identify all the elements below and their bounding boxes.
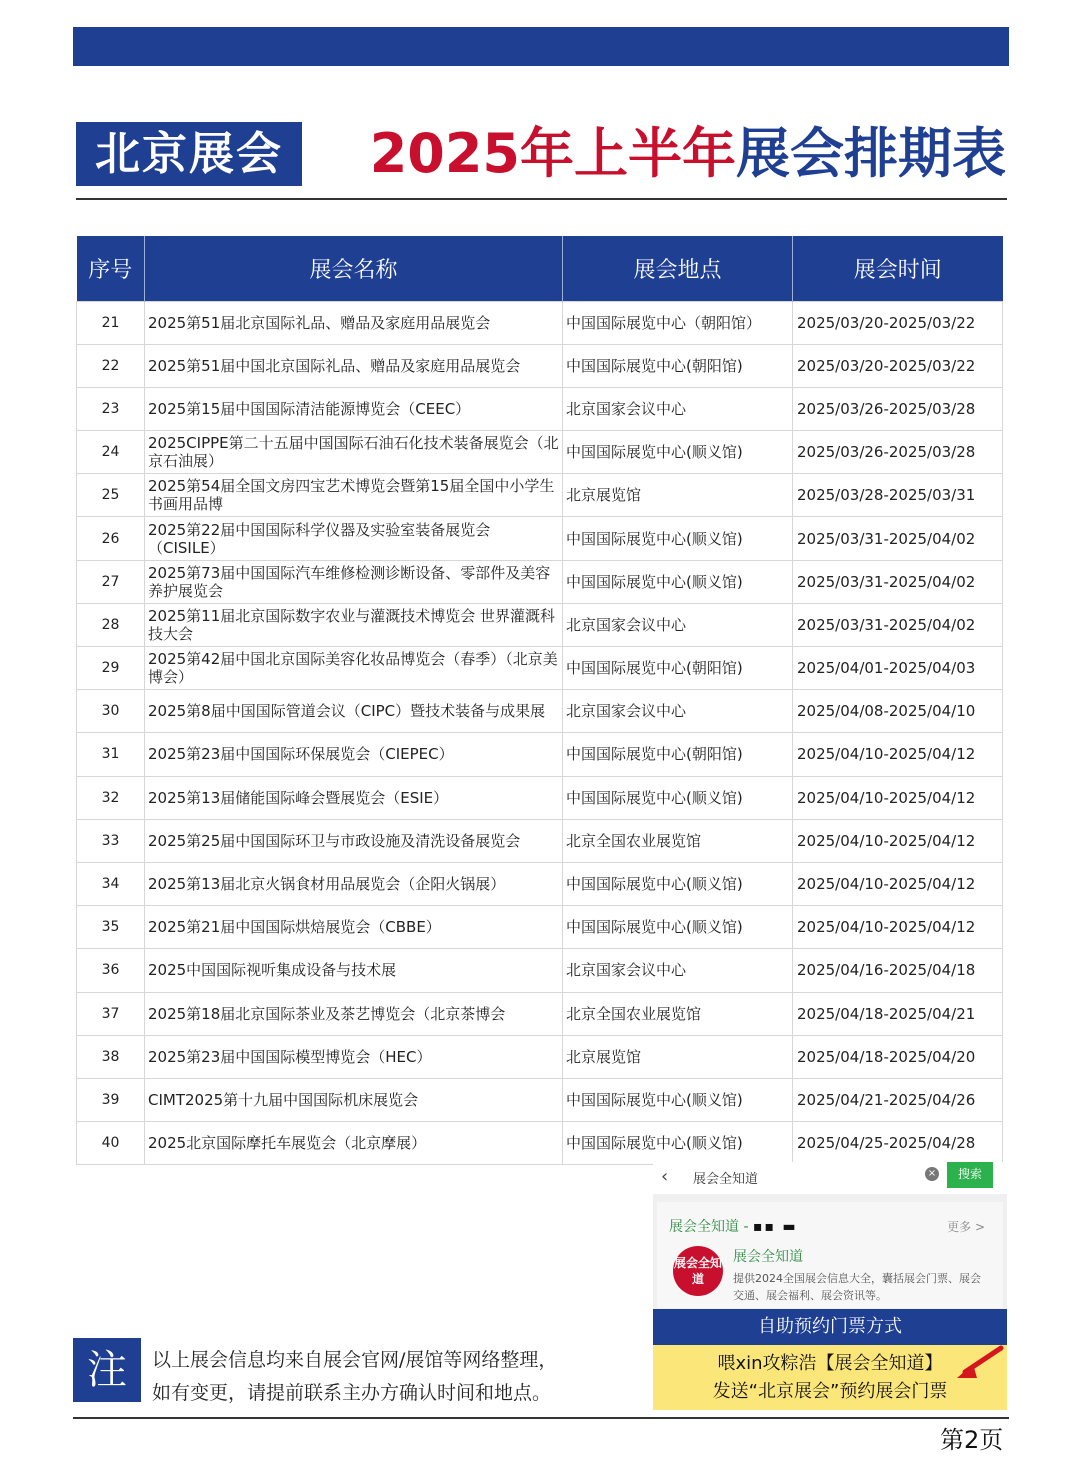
cell-time: 2025/04/18-2025/04/20 <box>793 1035 1003 1078</box>
table-header-row <box>77 236 1003 301</box>
cell-time: 2025/04/10-2025/04/12 <box>793 862 1003 905</box>
card-title: 展会全知道 - ▪▪ ▬ <box>669 1219 798 1235</box>
cell-time: 2025/03/31-2025/04/02 <box>793 517 1003 560</box>
cell-time: 2025/04/10-2025/04/12 <box>793 776 1003 819</box>
cell-name: 2025第18届北京国际茶业及茶艺博览会（北京茶博会 <box>145 992 563 1035</box>
cell-venue: 北京国家会议中心 <box>563 949 793 992</box>
bottom-divider <box>73 1417 1009 1419</box>
cell-number: 40 <box>77 1122 145 1165</box>
back-arrow-icon[interactable]: ‹ <box>661 1166 669 1187</box>
note-line-1: 以上展会信息均来自展会官网/展馆等网络整理， <box>152 1349 558 1371</box>
cell-time: 2025/03/31-2025/04/02 <box>793 560 1003 603</box>
cell-name: 2025第42届中国北京国际美容化妆品博览会（春季）（北京美博会） <box>145 647 563 690</box>
cell-number: 35 <box>77 906 145 949</box>
cell-venue: 北京全国农业展览馆 <box>563 819 793 862</box>
title-row <box>76 118 1006 190</box>
cell-number: 22 <box>77 344 145 387</box>
title-year: 2025年上半年 <box>369 122 736 185</box>
cell-number: 37 <box>77 992 145 1035</box>
table-row <box>77 1078 1003 1121</box>
cell-time: 2025/04/10-2025/04/12 <box>793 819 1003 862</box>
table-row <box>77 906 1003 949</box>
table-row <box>77 819 1003 862</box>
cell-time: 2025/03/31-2025/04/02 <box>793 603 1003 646</box>
promo-panel <box>653 1162 1007 1410</box>
cell-name: 2025第15届中国国际清洁能源博览会（CEEC） <box>145 387 563 430</box>
cell-number: 28 <box>77 603 145 646</box>
cell-venue: 北京展览馆 <box>563 1035 793 1078</box>
note-line-2: 如有变更，请提前联系主办方确认时间和地点。 <box>152 1382 552 1404</box>
cell-venue: 中国国际展览中心(顺义馆) <box>563 1078 793 1121</box>
table-row <box>77 474 1003 517</box>
cell-number: 33 <box>77 819 145 862</box>
exhibition-schedule-table <box>76 236 1003 1165</box>
cell-time: 2025/03/28-2025/03/31 <box>793 474 1003 517</box>
cell-number: 21 <box>77 301 145 344</box>
table-row <box>77 301 1003 344</box>
cell-name: 2025中国国际视听集成设备与技术展 <box>145 949 563 992</box>
cell-venue: 中国国际展览中心(顺义馆) <box>563 862 793 905</box>
table-row <box>77 431 1003 474</box>
cell-number: 25 <box>77 474 145 517</box>
cell-venue: 北京国家会议中心 <box>563 387 793 430</box>
cell-venue: 中国国际展览中心(顺义馆) <box>563 517 793 560</box>
cell-name: 2025第13届储能国际峰会暨展览会（ESIE） <box>145 776 563 819</box>
table-row <box>77 517 1003 560</box>
cell-name: 2025第13届北京火锅食材用品展览会（企阳火锅展） <box>145 862 563 905</box>
cell-venue: 北京国家会议中心 <box>563 690 793 733</box>
cell-venue: 中国国际展览中心（朝阳馆） <box>563 301 793 344</box>
cell-venue: 中国国际展览中心(顺义馆) <box>563 906 793 949</box>
cell-name: 2025第51届中国北京国际礼品、赠品及家庭用品展览会 <box>145 344 563 387</box>
promo-line-2: 发送“北京展会”预约展会门票 <box>712 1381 948 1402</box>
column-header-time: 展会时间 <box>793 236 1003 301</box>
cell-name: 2025北京国际摩托车展览会（北京摩展） <box>145 1122 563 1165</box>
cell-time: 2025/04/01-2025/04/03 <box>793 647 1003 690</box>
cell-venue: 北京展览馆 <box>563 474 793 517</box>
page-title <box>370 118 1006 190</box>
cell-venue: 中国国际展览中心(朝阳馆) <box>563 733 793 776</box>
cell-name: 2025第11届北京国际数字农业与灌溉技术博览会 世界灌溉科技大会 <box>145 603 563 646</box>
cell-time: 2025/04/25-2025/04/28 <box>793 1122 1003 1165</box>
table-row <box>77 1035 1003 1078</box>
cell-venue: 中国国际展览中心(顺义馆) <box>563 1122 793 1165</box>
table-row <box>77 949 1003 992</box>
cell-venue: 中国国际展览中心(顺义馆) <box>563 560 793 603</box>
table-row <box>77 992 1003 1035</box>
table-row <box>77 733 1003 776</box>
cell-number: 32 <box>77 776 145 819</box>
cell-name: 2025第51届北京国际礼品、赠品及家庭用品展览会 <box>145 301 563 344</box>
cell-number: 26 <box>77 517 145 560</box>
cell-venue: 中国国际展览中心(朝阳馆) <box>563 647 793 690</box>
account-description: 提供2024全国展会信息大全，囊括展会门票、展会交通、展会福利、展会资讯等。 <box>733 1272 981 1302</box>
cell-venue: 北京国家会议中心 <box>563 603 793 646</box>
table-row <box>77 344 1003 387</box>
city-label: 北京展会 <box>76 122 302 186</box>
search-button[interactable]: 搜索 <box>947 1162 993 1188</box>
table-row <box>77 647 1003 690</box>
cell-name: CIMT2025第十九届中国国际机床展览会 <box>145 1078 563 1121</box>
cell-time: 2025/03/20-2025/03/22 <box>793 301 1003 344</box>
promo-line-1: 喂xin攻粽浩【展会全知道】 <box>717 1353 943 1374</box>
cell-name: 2025第23届中国国际模型博览会（HEC） <box>145 1035 563 1078</box>
cell-venue: 中国国际展览中心(顺义馆) <box>563 431 793 474</box>
cell-time: 2025/03/20-2025/03/22 <box>793 344 1003 387</box>
account-result-card[interactable] <box>657 1202 1003 1308</box>
cell-number: 31 <box>77 733 145 776</box>
cell-number: 27 <box>77 560 145 603</box>
more-link[interactable]: 更多 > <box>947 1220 985 1234</box>
table-row <box>77 387 1003 430</box>
table-row <box>77 1122 1003 1165</box>
title-divider <box>76 198 1007 200</box>
cell-time: 2025/04/16-2025/04/18 <box>793 949 1003 992</box>
table-body <box>77 301 1003 1165</box>
top-banner-bar <box>73 27 1009 66</box>
table-row <box>77 560 1003 603</box>
cell-number: 39 <box>77 1078 145 1121</box>
search-input-text[interactable]: 展会全知道 <box>693 1172 759 1187</box>
table-row <box>77 603 1003 646</box>
cell-name: 2025第54届全国文房四宝艺术博览会暨第15届全国中小学生书画用品博 <box>145 474 563 517</box>
search-bar <box>653 1162 1007 1194</box>
table-row <box>77 776 1003 819</box>
pointer-arrow-icon <box>951 1344 1005 1384</box>
table-row <box>77 862 1003 905</box>
cell-number: 34 <box>77 862 145 905</box>
cell-number: 23 <box>77 387 145 430</box>
cell-venue: 北京全国农业展览馆 <box>563 992 793 1035</box>
cell-time: 2025/03/26-2025/03/28 <box>793 387 1003 430</box>
cell-name: 2025第22届中国国际科学仪器及实验室装备展览会（CISILE） <box>145 517 563 560</box>
cell-time: 2025/04/21-2025/04/26 <box>793 1078 1003 1121</box>
cell-time: 2025/04/10-2025/04/12 <box>793 906 1003 949</box>
promo-band: 自助预约门票方式 <box>653 1309 1007 1345</box>
cell-name: 2025第23届中国国际环保展览会（CIEPEC） <box>145 733 563 776</box>
cell-name: 2025第73届中国国际汽车维修检测诊断设备、零部件及美容养护展览会 <box>145 560 563 603</box>
cell-number: 29 <box>77 647 145 690</box>
cell-name: 2025第25届中国国际环卫与市政设施及清洗设备展览会 <box>145 819 563 862</box>
note-badge: 注 <box>73 1338 141 1402</box>
column-header-number: 序号 <box>77 236 145 301</box>
cell-time: 2025/04/08-2025/04/10 <box>793 690 1003 733</box>
cell-time: 2025/03/26-2025/03/28 <box>793 431 1003 474</box>
cell-venue: 中国国际展览中心(顺义馆) <box>563 776 793 819</box>
cell-time: 2025/04/10-2025/04/12 <box>793 733 1003 776</box>
page-number: 第2页 <box>940 1426 1004 1454</box>
table-row <box>77 690 1003 733</box>
cell-number: 38 <box>77 1035 145 1078</box>
cell-number: 24 <box>77 431 145 474</box>
cell-name: 2025CIPPE第二十五届中国国际石油石化技术装备展览会（北京石油展） <box>145 431 563 474</box>
account-name: 展会全知道 <box>733 1249 803 1265</box>
cell-name: 2025第8届中国国际管道会议（CIPC）暨技术装备与成果展 <box>145 690 563 733</box>
cell-number: 30 <box>77 690 145 733</box>
column-header-name: 展会名称 <box>145 236 563 301</box>
column-header-venue: 展会地点 <box>563 236 793 301</box>
cell-venue: 中国国际展览中心(朝阳馆) <box>563 344 793 387</box>
clear-icon[interactable]: × <box>925 1167 939 1181</box>
cell-name: 2025第21届中国国际烘焙展览会（CBBE） <box>145 906 563 949</box>
cell-number: 36 <box>77 949 145 992</box>
cell-time: 2025/04/18-2025/04/21 <box>793 992 1003 1035</box>
note-text <box>152 1344 557 1410</box>
title-rest: 展会排期表 <box>736 122 1006 185</box>
account-logo: 展会全知道 <box>673 1246 723 1296</box>
